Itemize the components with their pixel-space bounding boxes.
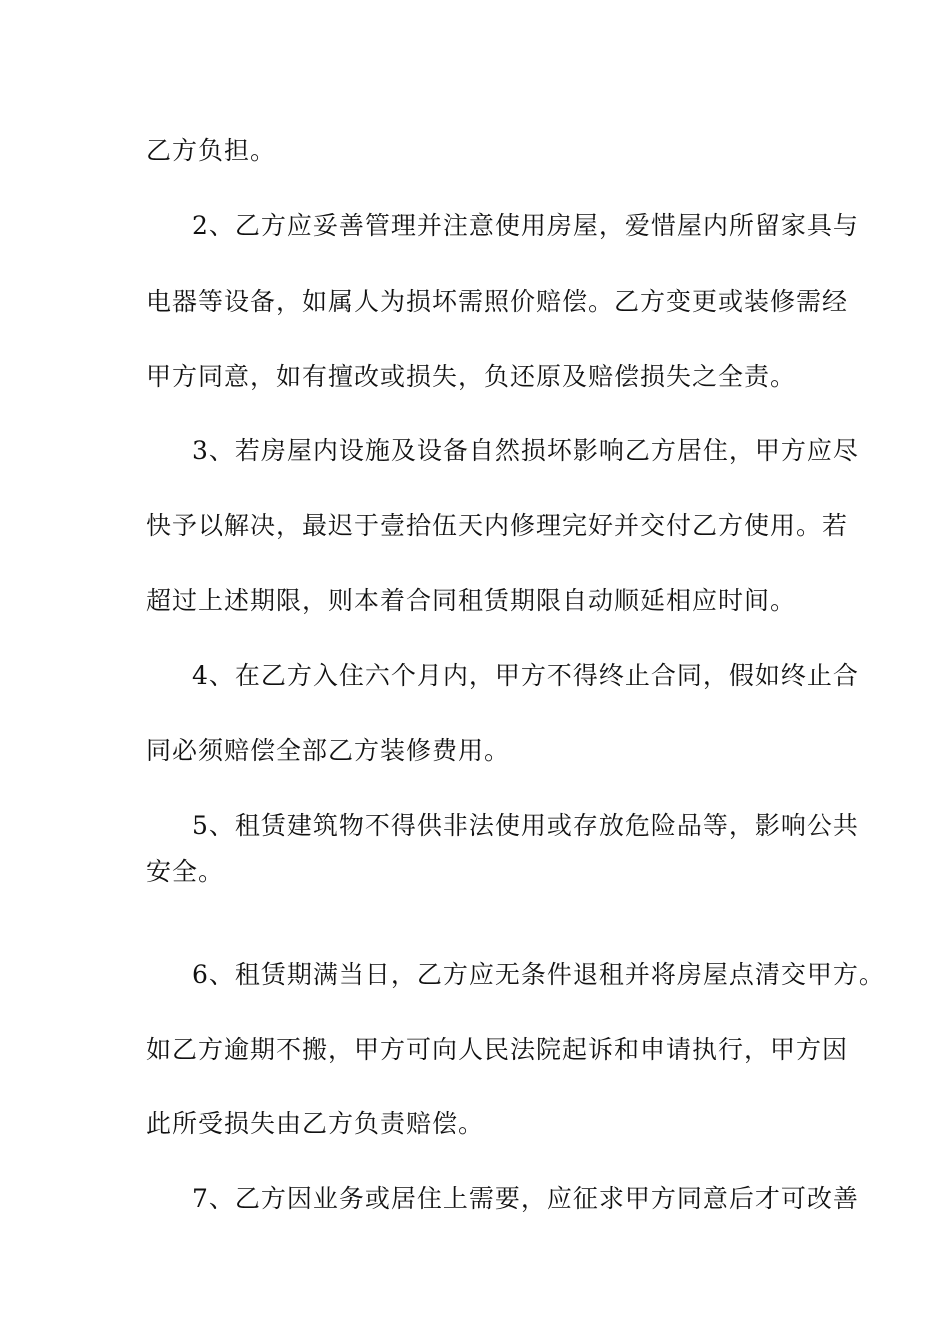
text-line: 6、租赁期满当日，乙方应无条件退租并将房屋点清交甲方。: [192, 960, 885, 989]
text-line: 5、租赁建筑物不得供非法使用或存放危险品等，影响公共: [192, 811, 859, 840]
text-line: 此所受损失由乙方负责赔偿。: [146, 1109, 485, 1138]
text-line: 快予以解决，最迟于壹拾伍天内修理完好并交付乙方使用。若: [146, 511, 849, 540]
text-line: 3、若房屋内设施及设备自然损坏影响乙方居住，甲方应尽: [192, 436, 859, 465]
text-line: 乙方负担。: [146, 136, 277, 165]
text-line: 2、乙方应妥善管理并注意使用房屋，爱惜屋内所留家具与: [192, 211, 859, 240]
text-line: 安全。: [146, 857, 225, 886]
text-line: 7、乙方因业务或居住上需要，应征求甲方同意后才可改善: [192, 1184, 859, 1213]
text-line: 4、在乙方入住六个月内，甲方不得终止合同，假如终止合: [192, 661, 859, 690]
text-line: 超过上述期限，则本着合同租赁期限自动顺延相应时间。: [146, 586, 797, 615]
text-line: 甲方同意，如有擅改或损失，负还原及赔偿损失之全责。: [146, 362, 797, 391]
text-line: 电器等设备，如属人为损坏需照价赔偿。乙方变更或装修需经: [146, 287, 849, 316]
text-line: 同必须赔偿全部乙方装修费用。: [146, 736, 511, 765]
text-line: 如乙方逾期不搬，甲方可向人民法院起诉和申请执行，甲方因: [146, 1035, 849, 1064]
